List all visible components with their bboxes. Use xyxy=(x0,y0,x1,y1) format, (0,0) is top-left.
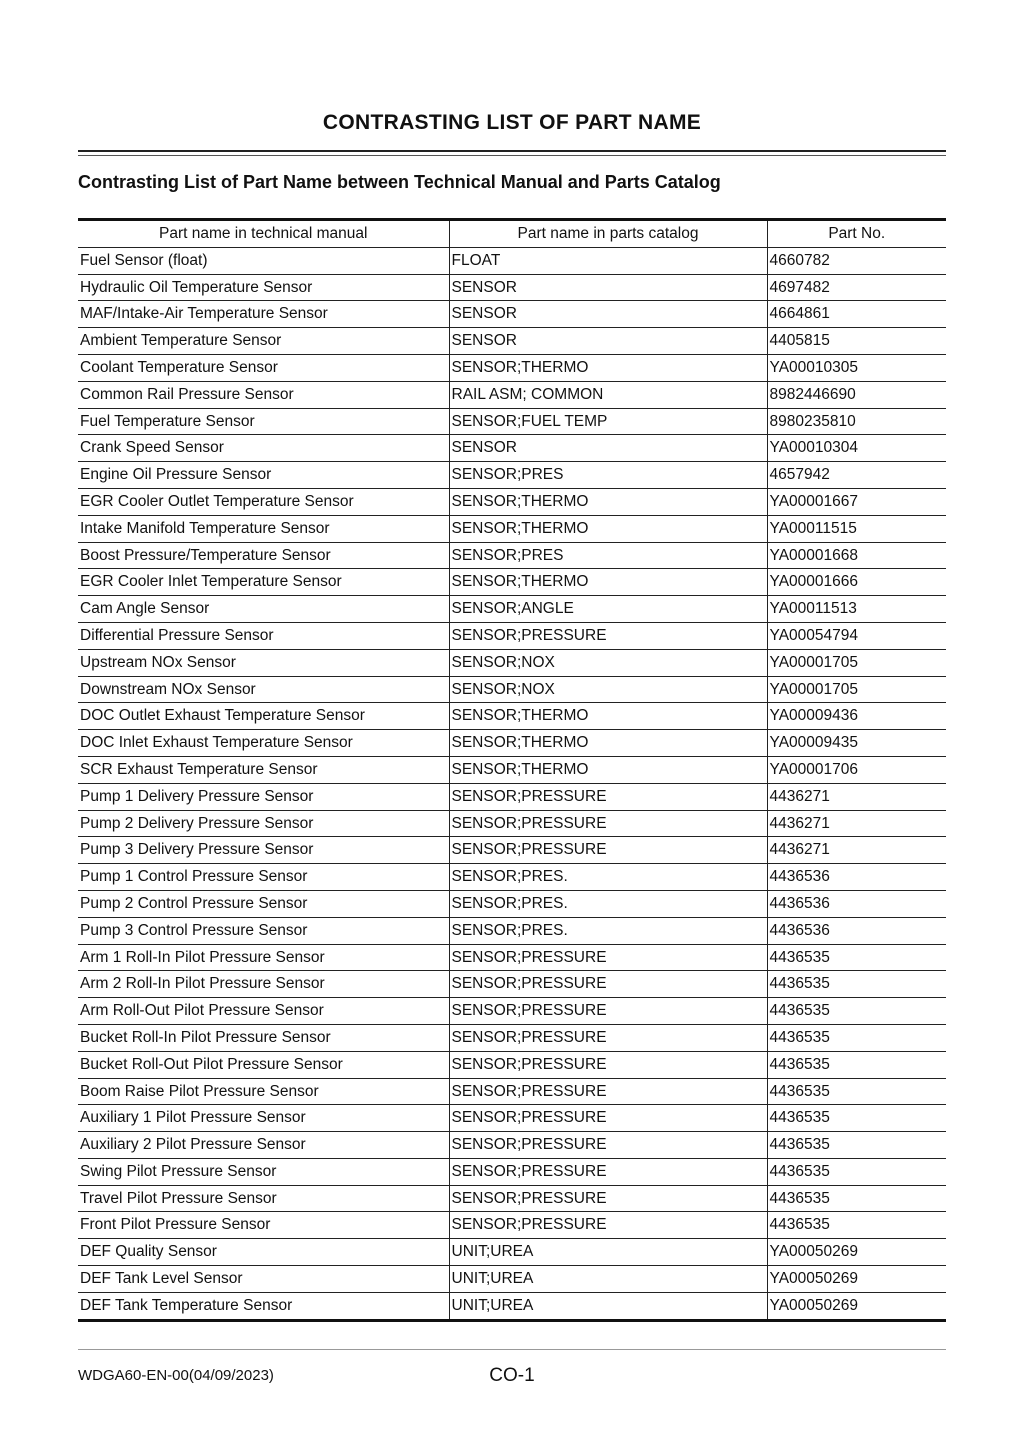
cell-parts-catalog-name: SENSOR;THERMO xyxy=(449,756,767,783)
cell-technical-manual-name: Front Pilot Pressure Sensor xyxy=(78,1212,449,1239)
table-row xyxy=(78,1212,946,1239)
cell-parts-catalog-name: SENSOR;PRES. xyxy=(449,917,767,944)
cell-technical-manual-name: Fuel Sensor (float) xyxy=(78,247,449,274)
table-row xyxy=(78,890,946,917)
table-row xyxy=(78,1158,946,1185)
section-heading: Contrasting List of Part Name between Technical Manual and Parts Catalog xyxy=(78,172,721,192)
cell-part-number: YA00009436 xyxy=(767,703,946,730)
cell-technical-manual-name: DOC Outlet Exhaust Temperature Sensor xyxy=(78,703,449,730)
table-row xyxy=(78,328,946,355)
table-row xyxy=(78,381,946,408)
cell-part-number: YA00001705 xyxy=(767,676,946,703)
cell-parts-catalog-name: SENSOR;THERMO xyxy=(449,354,767,381)
table-row xyxy=(78,944,946,971)
cell-parts-catalog-name: SENSOR;THERMO xyxy=(449,703,767,730)
cell-parts-catalog-name: SENSOR;ANGLE xyxy=(449,596,767,623)
table-row xyxy=(78,1132,946,1159)
parts-table xyxy=(78,218,946,1322)
cell-technical-manual-name: Coolant Temperature Sensor xyxy=(78,354,449,381)
table-row xyxy=(78,1078,946,1105)
parts-table-body xyxy=(78,247,946,1320)
cell-technical-manual-name: Arm 1 Roll-In Pilot Pressure Sensor xyxy=(78,944,449,971)
table-row xyxy=(78,488,946,515)
cell-part-number: 4436535 xyxy=(767,1105,946,1132)
cell-part-number: YA00009435 xyxy=(767,730,946,757)
table-row xyxy=(78,1051,946,1078)
cell-parts-catalog-name: SENSOR;PRESSURE xyxy=(449,1158,767,1185)
cell-technical-manual-name: Fuel Temperature Sensor xyxy=(78,408,449,435)
cell-part-number: 4436535 xyxy=(767,998,946,1025)
table-row xyxy=(78,542,946,569)
table-row xyxy=(78,756,946,783)
cell-parts-catalog-name: SENSOR;PRES xyxy=(449,462,767,489)
table-row xyxy=(78,622,946,649)
table-row xyxy=(78,1185,946,1212)
table-row xyxy=(78,408,946,435)
cell-parts-catalog-name: SENSOR;PRES. xyxy=(449,864,767,891)
cell-parts-catalog-name: SENSOR;PRESSURE xyxy=(449,971,767,998)
cell-part-number: 4436535 xyxy=(767,1132,946,1159)
column-header-technical-manual: Part name in technical manual xyxy=(78,220,449,248)
cell-parts-catalog-name: SENSOR;PRES xyxy=(449,542,767,569)
cell-technical-manual-name: SCR Exhaust Temperature Sensor xyxy=(78,756,449,783)
document-code: WDGA60-EN-00(04/09/2023) xyxy=(78,1367,274,1384)
table-row xyxy=(78,569,946,596)
table-row xyxy=(78,247,946,274)
cell-technical-manual-name: DEF Tank Level Sensor xyxy=(78,1266,449,1293)
cell-part-number: 4436536 xyxy=(767,890,946,917)
table-row xyxy=(78,301,946,328)
table-row xyxy=(78,1292,946,1320)
table-row xyxy=(78,917,946,944)
cell-technical-manual-name: Auxiliary 1 Pilot Pressure Sensor xyxy=(78,1105,449,1132)
cell-technical-manual-name: EGR Cooler Inlet Temperature Sensor xyxy=(78,569,449,596)
table-row xyxy=(78,274,946,301)
table-row xyxy=(78,730,946,757)
cell-parts-catalog-name: SENSOR;PRES. xyxy=(449,890,767,917)
cell-part-number: YA00011513 xyxy=(767,596,946,623)
page-number: CO-1 xyxy=(489,1365,535,1386)
cell-parts-catalog-name: UNIT;UREA xyxy=(449,1292,767,1320)
cell-part-number: 4436271 xyxy=(767,837,946,864)
cell-part-number: 4436536 xyxy=(767,917,946,944)
table-row xyxy=(78,864,946,891)
table-row xyxy=(78,596,946,623)
cell-part-number: 8982446690 xyxy=(767,381,946,408)
cell-part-number: 4436535 xyxy=(767,1051,946,1078)
table-row xyxy=(78,703,946,730)
cell-parts-catalog-name: UNIT;UREA xyxy=(449,1239,767,1266)
page-title: CONTRASTING LIST OF PART NAME xyxy=(322,111,702,134)
cell-technical-manual-name: Pump 2 Delivery Pressure Sensor xyxy=(78,810,449,837)
cell-technical-manual-name: Hydraulic Oil Temperature Sensor xyxy=(78,274,449,301)
cell-part-number: 4405815 xyxy=(767,328,946,355)
cell-parts-catalog-name: SENSOR;NOX xyxy=(449,649,767,676)
cell-parts-catalog-name: RAIL ASM; COMMON xyxy=(449,381,767,408)
table-row xyxy=(78,649,946,676)
table-row xyxy=(78,435,946,462)
cell-parts-catalog-name: FLOAT xyxy=(449,247,767,274)
cell-part-number: YA00001666 xyxy=(767,569,946,596)
cell-part-number: 4436535 xyxy=(767,1078,946,1105)
cell-part-number: 4436535 xyxy=(767,971,946,998)
cell-technical-manual-name: Boom Raise Pilot Pressure Sensor xyxy=(78,1078,449,1105)
cell-parts-catalog-name: SENSOR;PRESSURE xyxy=(449,622,767,649)
cell-part-number: YA00001668 xyxy=(767,542,946,569)
cell-technical-manual-name: Travel Pilot Pressure Sensor xyxy=(78,1185,449,1212)
cell-parts-catalog-name: SENSOR;PRESSURE xyxy=(449,1185,767,1212)
cell-part-number: 4664861 xyxy=(767,301,946,328)
cell-parts-catalog-name: SENSOR;PRESSURE xyxy=(449,810,767,837)
cell-technical-manual-name: Pump 1 Delivery Pressure Sensor xyxy=(78,783,449,810)
table-row xyxy=(78,1024,946,1051)
cell-part-number: 4436536 xyxy=(767,864,946,891)
table-row xyxy=(78,1266,946,1293)
cell-parts-catalog-name: SENSOR;PRESSURE xyxy=(449,1024,767,1051)
cell-part-number: 4436271 xyxy=(767,810,946,837)
cell-part-number: YA00050269 xyxy=(767,1239,946,1266)
cell-parts-catalog-name: SENSOR xyxy=(449,435,767,462)
cell-part-number: 4436535 xyxy=(767,1024,946,1051)
table-row xyxy=(78,676,946,703)
cell-technical-manual-name: Pump 1 Control Pressure Sensor xyxy=(78,864,449,891)
cell-technical-manual-name: Common Rail Pressure Sensor xyxy=(78,381,449,408)
cell-technical-manual-name: MAF/Intake-Air Temperature Sensor xyxy=(78,301,449,328)
cell-part-number: 4436535 xyxy=(767,1185,946,1212)
cell-technical-manual-name: DEF Tank Temperature Sensor xyxy=(78,1292,449,1320)
cell-part-number: YA00050269 xyxy=(767,1292,946,1320)
cell-part-number: YA00011515 xyxy=(767,515,946,542)
cell-part-number: 4657942 xyxy=(767,462,946,489)
cell-part-number: 4436535 xyxy=(767,1158,946,1185)
table-row xyxy=(78,998,946,1025)
cell-parts-catalog-name: SENSOR;PRESSURE xyxy=(449,783,767,810)
cell-parts-catalog-name: SENSOR;FUEL TEMP xyxy=(449,408,767,435)
cell-technical-manual-name: Intake Manifold Temperature Sensor xyxy=(78,515,449,542)
cell-part-number: 4436271 xyxy=(767,783,946,810)
cell-technical-manual-name: Cam Angle Sensor xyxy=(78,596,449,623)
cell-parts-catalog-name: SENSOR xyxy=(449,328,767,355)
cell-part-number: 4436535 xyxy=(767,944,946,971)
cell-parts-catalog-name: SENSOR;THERMO xyxy=(449,488,767,515)
cell-technical-manual-name: Crank Speed Sensor xyxy=(78,435,449,462)
cell-parts-catalog-name: SENSOR;THERMO xyxy=(449,515,767,542)
cell-parts-catalog-name: SENSOR xyxy=(449,301,767,328)
cell-part-number: YA00001667 xyxy=(767,488,946,515)
cell-parts-catalog-name: SENSOR;PRESSURE xyxy=(449,944,767,971)
column-header-part-no: Part No. xyxy=(767,220,946,248)
cell-part-number: YA00010305 xyxy=(767,354,946,381)
table-header-row xyxy=(78,220,946,248)
cell-technical-manual-name: Bucket Roll-In Pilot Pressure Sensor xyxy=(78,1024,449,1051)
cell-parts-catalog-name: SENSOR;PRESSURE xyxy=(449,1212,767,1239)
cell-technical-manual-name: Auxiliary 2 Pilot Pressure Sensor xyxy=(78,1132,449,1159)
title-divider xyxy=(78,150,946,152)
cell-technical-manual-name: Engine Oil Pressure Sensor xyxy=(78,462,449,489)
table-row xyxy=(78,515,946,542)
cell-parts-catalog-name: SENSOR;PRESSURE xyxy=(449,1078,767,1105)
cell-technical-manual-name: EGR Cooler Outlet Temperature Sensor xyxy=(78,488,449,515)
cell-part-number: 4660782 xyxy=(767,247,946,274)
cell-technical-manual-name: Pump 3 Control Pressure Sensor xyxy=(78,917,449,944)
cell-parts-catalog-name: SENSOR;THERMO xyxy=(449,730,767,757)
cell-parts-catalog-name: SENSOR;PRESSURE xyxy=(449,1051,767,1078)
cell-technical-manual-name: DOC Inlet Exhaust Temperature Sensor xyxy=(78,730,449,757)
cell-part-number: 4436535 xyxy=(767,1212,946,1239)
table-row xyxy=(78,354,946,381)
cell-part-number: 4697482 xyxy=(767,274,946,301)
cell-technical-manual-name: Arm 2 Roll-In Pilot Pressure Sensor xyxy=(78,971,449,998)
cell-technical-manual-name: Pump 3 Delivery Pressure Sensor xyxy=(78,837,449,864)
cell-technical-manual-name: Arm Roll-Out Pilot Pressure Sensor xyxy=(78,998,449,1025)
cell-technical-manual-name: Boost Pressure/Temperature Sensor xyxy=(78,542,449,569)
cell-technical-manual-name: Downstream NOx Sensor xyxy=(78,676,449,703)
cell-part-number: YA00054794 xyxy=(767,622,946,649)
cell-parts-catalog-name: SENSOR;PRESSURE xyxy=(449,998,767,1025)
cell-part-number: YA00050269 xyxy=(767,1266,946,1293)
cell-technical-manual-name: Ambient Temperature Sensor xyxy=(78,328,449,355)
title-divider-thin xyxy=(78,155,946,156)
table-row xyxy=(78,783,946,810)
cell-technical-manual-name: Differential Pressure Sensor xyxy=(78,622,449,649)
table-row xyxy=(78,1105,946,1132)
cell-part-number: YA00010304 xyxy=(767,435,946,462)
table-row xyxy=(78,971,946,998)
cell-parts-catalog-name: SENSOR;PRESSURE xyxy=(449,1105,767,1132)
table-row xyxy=(78,837,946,864)
cell-technical-manual-name: Bucket Roll-Out Pilot Pressure Sensor xyxy=(78,1051,449,1078)
table-row xyxy=(78,810,946,837)
cell-part-number: YA00001706 xyxy=(767,756,946,783)
cell-technical-manual-name: Upstream NOx Sensor xyxy=(78,649,449,676)
cell-technical-manual-name: Swing Pilot Pressure Sensor xyxy=(78,1158,449,1185)
footer-divider xyxy=(78,1349,946,1350)
cell-parts-catalog-name: SENSOR;NOX xyxy=(449,676,767,703)
cell-parts-catalog-name: SENSOR xyxy=(449,274,767,301)
cell-part-number: YA00001705 xyxy=(767,649,946,676)
cell-parts-catalog-name: SENSOR;THERMO xyxy=(449,569,767,596)
column-header-parts-catalog: Part name in parts catalog xyxy=(449,220,767,248)
table-row xyxy=(78,1239,946,1266)
cell-parts-catalog-name: SENSOR;PRESSURE xyxy=(449,1132,767,1159)
cell-technical-manual-name: DEF Quality Sensor xyxy=(78,1239,449,1266)
cell-part-number: 8980235810 xyxy=(767,408,946,435)
table-row xyxy=(78,462,946,489)
cell-technical-manual-name: Pump 2 Control Pressure Sensor xyxy=(78,890,449,917)
cell-parts-catalog-name: SENSOR;PRESSURE xyxy=(449,837,767,864)
cell-parts-catalog-name: UNIT;UREA xyxy=(449,1266,767,1293)
